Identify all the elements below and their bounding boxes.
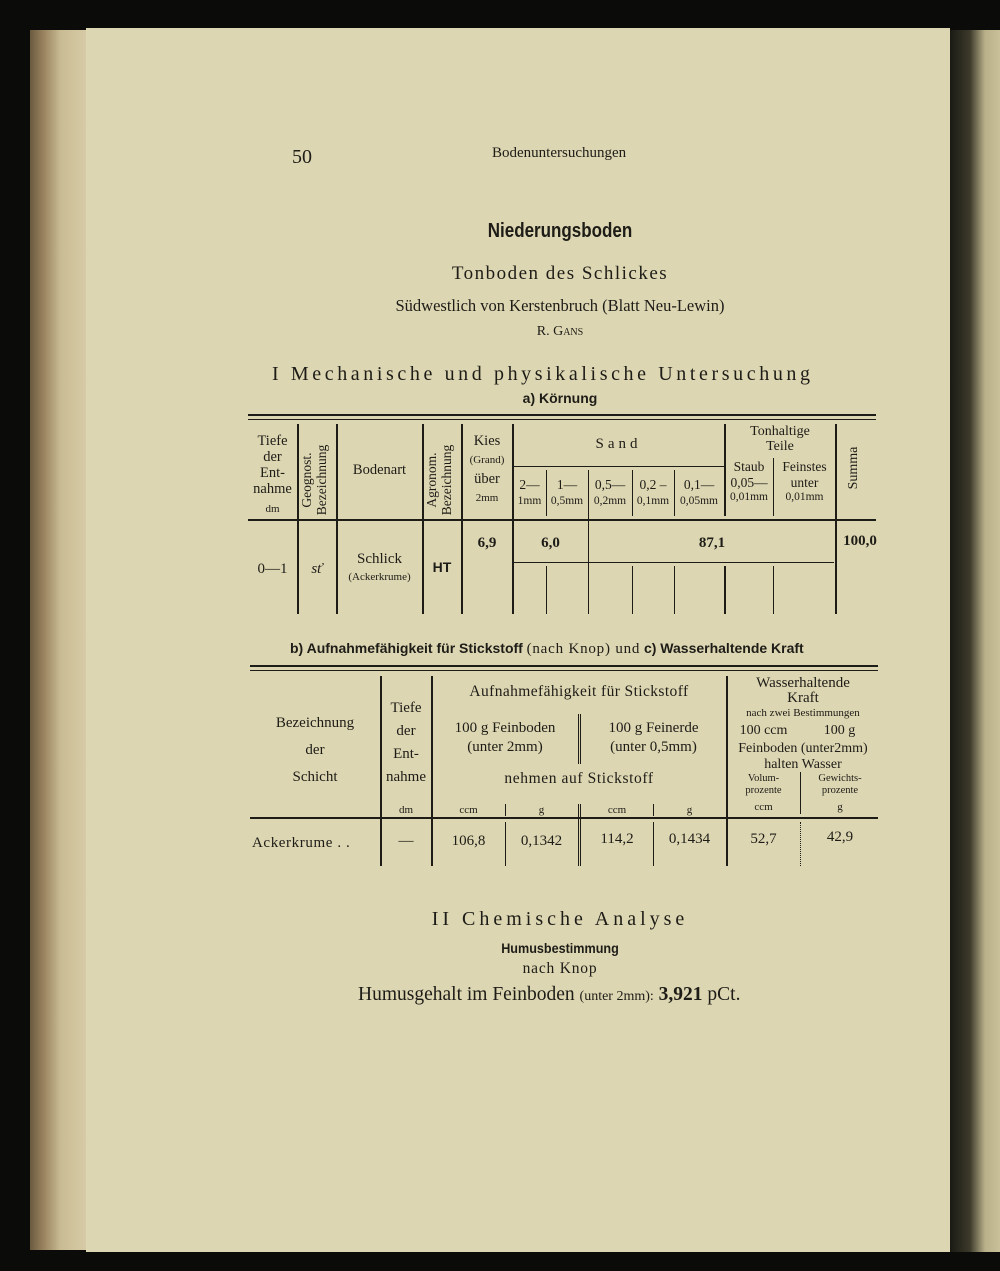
cell-bodenart-note: (Ackerkrume) <box>348 571 411 583</box>
header-aufnahme: Aufnahmefähigkeit für Stickstoff <box>469 683 689 700</box>
humus-result-unit: pCt. <box>707 984 741 1005</box>
rule <box>250 665 878 667</box>
col-rule <box>835 424 837 614</box>
sand-col-4: 0,2 – 0,1mm <box>636 477 670 507</box>
header-feinerde: 100 g Feinerde (unter 0,5mm) <box>608 720 699 755</box>
unit-dm: dm <box>265 503 280 515</box>
subsection-b-label: b) Aufnahmefähigkeit für Stickstoff <box>290 640 523 656</box>
book-edge <box>30 30 86 1250</box>
section-heading-2: II Chemische Analyse <box>431 908 689 930</box>
sand-col-5: 0,1— 0,05mm <box>679 477 718 507</box>
humus-result-label: Humusgehalt im Feinboden <box>358 984 575 1005</box>
humus-method: nach Knop <box>522 960 598 977</box>
cell-v4: 0,1434 <box>668 831 711 847</box>
header-kies: Kies (Grand) über 2mm <box>469 433 505 504</box>
col-rule <box>632 566 633 614</box>
cell-fine-total: 87,1 <box>698 535 726 551</box>
cell-summa: 100,0 <box>843 533 877 549</box>
cell-v1: 106,8 <box>451 833 486 849</box>
humus-result-note: (unter 2mm): <box>579 989 654 1004</box>
unit-g-2: g <box>686 804 693 816</box>
section-heading-1: I Mechanische und physikalische Untersuchung <box>272 363 814 385</box>
author: R. Gans <box>536 324 584 339</box>
cell-schicht: Ackerkrume . . <box>252 835 351 851</box>
col-rule <box>336 424 338 614</box>
header-feinstes: Feinstes unter 0,01mm <box>782 459 827 503</box>
cell-bodenart: Schlick <box>357 551 402 567</box>
location: Südwestlich von Kerstenbruch (Blatt Neu-Lewin) <box>395 296 725 315</box>
cell-v6: 42,9 <box>826 829 854 845</box>
header-wasser-a: 100 ccm <box>739 723 788 738</box>
subsection-bc <box>290 640 804 658</box>
rule <box>514 466 724 467</box>
unit-g-3: g <box>837 801 843 813</box>
humus-result-value: 3,921 <box>658 984 703 1005</box>
header-wasser-b: 100 g <box>823 723 856 738</box>
col-rule <box>546 566 547 614</box>
header-wasser-sub: nach zwei Bestimmungen <box>746 707 860 719</box>
subsection-a: a) Körnung <box>522 390 598 406</box>
header-tonhaltige: Tonhaltige Teile <box>750 424 810 454</box>
rule <box>248 414 876 416</box>
rule <box>250 817 878 819</box>
humus-result <box>358 984 740 1006</box>
header-nehmen: nehmen auf Stickstoff <box>504 770 654 787</box>
col-rule <box>773 566 774 614</box>
col-rule <box>724 566 726 614</box>
page-title: Niederungsboden <box>487 220 633 242</box>
cell-v3: 114,2 <box>600 831 634 847</box>
header-wasser-line3: Feinboden (unter2mm) <box>738 741 868 756</box>
unit-ccm-2: ccm <box>607 804 627 816</box>
humus-heading: Humusbestimmung <box>501 940 619 956</box>
cell-kies: 6,9 <box>477 535 497 551</box>
running-head: Bodenuntersuchungen <box>492 145 627 161</box>
header-feinboden: 100 g Feinboden (unter 2mm) <box>454 720 556 755</box>
cell-geognost: sť <box>311 561 323 577</box>
cell-tiefe2: — <box>398 833 414 849</box>
header-tiefe: Tiefe der Ent- nahme <box>253 433 292 497</box>
header-wasser-line4: halten Wasser <box>764 757 842 772</box>
header-bezeichnung: Bezeichnung der Schicht <box>275 715 355 785</box>
rule <box>514 562 834 563</box>
facing-page-edge <box>950 30 1000 1252</box>
sand-col-2: 1— 0,5mm <box>550 477 584 507</box>
cell-agronom: HT <box>432 559 452 575</box>
subtitle: Tonboden des Schlickes <box>451 263 669 284</box>
unit-ccm-1: ccm <box>459 804 478 816</box>
cell-sand-coarse: 6,0 <box>541 535 560 551</box>
header-agronom: Agronom. Bezeichnung <box>424 444 454 516</box>
header-summa: Summa <box>846 446 861 490</box>
header-gewicht: Gewichts- prozente <box>818 773 862 796</box>
sand-col-3: 0,5— 0,2mm <box>593 477 627 507</box>
header-wasser: Wasserhaltende Kraft <box>756 675 850 706</box>
header-sand: Sand <box>595 436 642 452</box>
unit-dm-2: dm <box>398 804 414 816</box>
unit-ccm-3: ccm <box>754 801 773 813</box>
rule <box>248 419 876 420</box>
header-volum: Volum- prozente <box>745 773 782 796</box>
unit-g-1: g <box>538 804 545 816</box>
header-tiefe2: Tiefe der Ent- nahme <box>386 700 426 785</box>
header-bodenart: Bodenart <box>352 462 407 478</box>
col-rule <box>674 566 675 614</box>
subsection-c-label: c) Wasserhaltende Kraft <box>643 640 804 656</box>
header-geognost: Geognost. Bezeichnung <box>299 444 329 516</box>
header-staub: Staub 0,05— 0,01mm <box>729 459 768 503</box>
cell-tiefe: 0—1 <box>257 561 288 577</box>
sand-col-1: 2— 1mm <box>517 477 542 507</box>
rule <box>248 519 876 521</box>
page-number: 50 <box>292 146 312 168</box>
rule <box>250 670 878 671</box>
cell-v5: 52,7 <box>750 831 777 847</box>
cell-v2: 0,1342 <box>520 833 563 849</box>
subsection-b-note: (nach Knop) und <box>526 641 641 657</box>
